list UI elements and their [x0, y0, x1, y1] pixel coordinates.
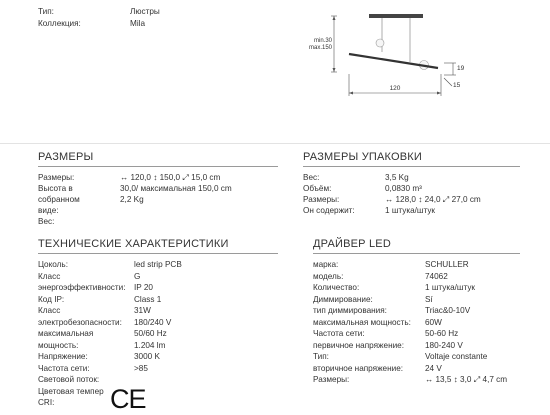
dim-min: min.30 — [313, 38, 332, 44]
pack-row-label: Размеры: — [303, 195, 340, 204]
driver-row-label: вторичное напряжение: — [313, 363, 404, 373]
pack-row-label: Объём: — [303, 184, 332, 193]
driver-row-value: ↔ 13,5 ↕ 3,0 ⤢ 4,7 cm — [425, 375, 508, 384]
type-label: Тип: — [38, 7, 54, 16]
dims-height-value: 30,0/ максимальная 150,0 cm — [120, 184, 232, 193]
pack-row-label: Вес: — [303, 173, 320, 182]
driver-row-label: модель: — [313, 271, 344, 281]
pack-row-value: 0,0830 m³ — [385, 184, 422, 193]
dims-block — [38, 172, 278, 232]
tech-row-label: Цветовая темпер — [38, 386, 104, 396]
pack-row-value: 3,5 Kg — [385, 173, 409, 182]
tech-row-label: Световой поток: — [38, 375, 100, 384]
tech-row-label: Класс — [38, 271, 61, 281]
driver-row-label: Частота сети: — [313, 329, 365, 338]
type-value: Люстры — [130, 7, 160, 16]
driver-row-value: Triac&0-10V — [425, 306, 471, 315]
dim-width: 120 — [389, 85, 401, 92]
driver-row-label: тип диммирования: — [313, 306, 387, 315]
tech-row-value: 31W — [134, 306, 151, 315]
pack-title: РАЗМЕРЫ УПАКОВКИ — [303, 151, 423, 163]
tech-block — [38, 259, 278, 409]
dim-height: 19 — [457, 65, 465, 72]
pack-row-label: Он содержит: — [303, 206, 355, 215]
dims-height-label-1: Высота в — [38, 184, 73, 193]
driver-row-value: 1 штука/штук — [425, 283, 476, 292]
dims-weight-value: 2,2 Kg — [120, 195, 144, 204]
tech-row-value: led strip PCB — [134, 260, 182, 269]
tech-row-value: G — [134, 271, 141, 281]
driver-row-label: Тип: — [313, 352, 329, 361]
dims-weight-label: Вес: — [38, 217, 55, 226]
tech-row-label: электробезопасности: — [38, 317, 122, 327]
top-divider — [0, 143, 550, 144]
collection-label: Коллекция: — [38, 19, 81, 28]
tech-row-value: 50/60 Hz — [134, 329, 167, 338]
tech-row-label: CRI: — [38, 398, 55, 407]
ce-mark-icon: CE — [110, 384, 146, 414]
driver-row-label: Диммирование: — [313, 294, 373, 304]
tech-row-value: 3000 K — [134, 352, 160, 361]
driver-row-value: 24 V — [425, 363, 442, 373]
driver-row-value: Voltaje constante — [425, 352, 488, 361]
canopy — [369, 14, 423, 18]
driver-row-value: 50-60 Hz — [425, 329, 459, 338]
driver-title: ДРАЙВЕР LED — [313, 238, 391, 250]
globe-left — [376, 39, 384, 47]
driver-row-value: SCHULLER — [425, 260, 469, 269]
tech-row-label: Частота сети: — [38, 363, 90, 373]
driver-row-label: марка: — [313, 260, 339, 269]
driver-row-value: Sí — [425, 294, 433, 304]
dims-height-label-3: виде: — [38, 206, 59, 215]
driver-row-value: 74062 — [425, 271, 448, 281]
collection-value: Mila — [130, 19, 146, 28]
dim-max: max.150 — [308, 45, 332, 51]
driver-row-value: 60W — [425, 317, 442, 327]
pack-row-value: 1 штука/штук — [385, 206, 436, 215]
tech-row-label: Цоколь: — [38, 260, 68, 269]
driver-row-label: Размеры: — [313, 375, 350, 384]
driver-row-value: 180-240 V — [425, 340, 463, 350]
tech-row-value: 180/240 V — [134, 317, 172, 327]
driver-row-label: первичное напряжение: — [313, 340, 404, 350]
dim-depth: 15 — [453, 82, 461, 89]
dims-underline — [38, 166, 278, 167]
tech-row-value: 1.204 lm — [134, 340, 166, 350]
driver-row-label: Количество: — [313, 283, 360, 292]
tech-row-value: >85 — [134, 363, 148, 373]
pack-underline — [303, 166, 520, 167]
driver-row-label: максимальная мощность: — [313, 317, 411, 327]
tech-row-label: Код IP: — [38, 294, 65, 304]
product-drawing — [308, 0, 480, 100]
driver-underline — [313, 253, 520, 254]
dims-title: РАЗМЕРЫ — [38, 151, 94, 163]
tech-row-label: мощность: — [38, 340, 79, 350]
dims-height-label-2: собранном — [38, 195, 80, 204]
tech-row-label: максимальная — [38, 329, 94, 338]
tech-row-label: Класс — [38, 306, 61, 315]
dims-size-label: Размеры: — [38, 173, 75, 182]
pack-block — [303, 172, 520, 220]
tech-underline — [38, 253, 278, 254]
driver-block — [313, 259, 520, 389]
dims-size-value: ↔ 120,0 ↕ 150,0 ⤢ 15,0 cm — [120, 173, 221, 182]
tech-row-value: Class 1 — [134, 294, 162, 304]
tech-row-value: IP 20 — [134, 283, 153, 292]
tech-title: ТЕХНИЧЕСКИЕ ХАРАКТЕРИСТИКИ — [38, 238, 229, 250]
pack-row-value: ↔ 128,0 ↕ 24,0 ⤢ 27,0 cm — [385, 195, 481, 204]
tech-row-label: Напряжение: — [38, 352, 88, 361]
tech-row-label: энергоэффективности: — [38, 283, 126, 292]
